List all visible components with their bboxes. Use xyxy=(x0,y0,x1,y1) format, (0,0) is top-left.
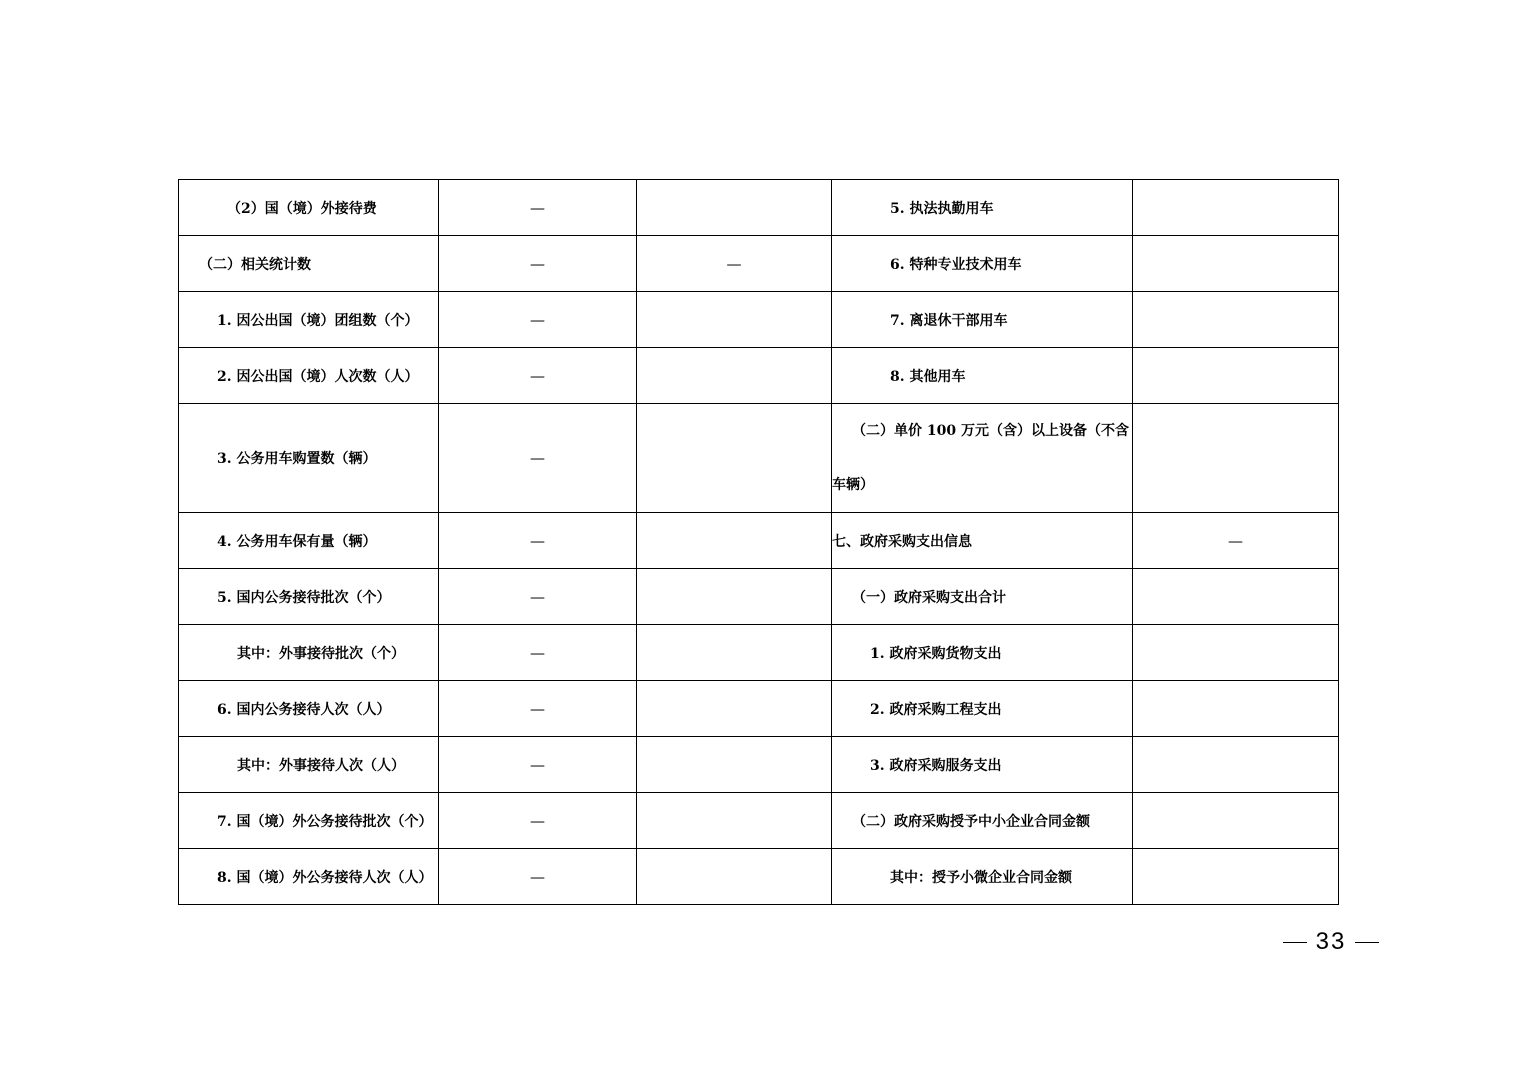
value-cell xyxy=(1133,404,1339,513)
value-cell: — xyxy=(439,180,637,236)
value-cell xyxy=(1133,793,1339,849)
row-label: 其中：授予小微企业合同金额 xyxy=(832,849,1133,905)
row-label: 4. 公务用车保有量（辆） xyxy=(179,513,439,569)
value-cell: — xyxy=(637,236,832,292)
row-label: 2. 因公出国（境）人次数（人） xyxy=(179,348,439,404)
value-cell: — xyxy=(439,737,637,793)
table-row xyxy=(179,180,1339,236)
value-cell xyxy=(637,625,832,681)
row-label: 2. 政府采购工程支出 xyxy=(832,681,1133,737)
value-cell xyxy=(1133,292,1339,348)
table-row xyxy=(179,569,1339,625)
right-rule xyxy=(1355,942,1379,943)
value-cell: — xyxy=(439,292,637,348)
value-cell: — xyxy=(439,513,637,569)
statistics-table xyxy=(178,179,1339,905)
table-row xyxy=(179,348,1339,404)
row-label: 6. 特种专业技术用车 xyxy=(832,236,1133,292)
row-label: 其中：外事接待人次（人） xyxy=(179,737,439,793)
row-label: 8. 其他用车 xyxy=(832,348,1133,404)
value-cell xyxy=(1133,569,1339,625)
value-cell xyxy=(637,569,832,625)
value-cell xyxy=(1133,737,1339,793)
row-label: （二）单价 100 万元（含）以上设备（不含车辆） xyxy=(832,404,1133,513)
value-cell: — xyxy=(439,793,637,849)
value-cell xyxy=(637,681,832,737)
value-cell xyxy=(1133,236,1339,292)
row-label: 5. 国内公务接待批次（个） xyxy=(179,569,439,625)
value-cell xyxy=(637,292,832,348)
table-row xyxy=(179,737,1339,793)
value-cell xyxy=(637,404,832,513)
page-number-text: 33 xyxy=(1315,928,1347,955)
row-label: 5. 执法执勤用车 xyxy=(832,180,1133,236)
value-cell: — xyxy=(439,348,637,404)
row-label: 1. 政府采购货物支出 xyxy=(832,625,1133,681)
row-label: （二）政府采购授予中小企业合同金额 xyxy=(832,793,1133,849)
value-cell: — xyxy=(439,625,637,681)
table-row xyxy=(179,625,1339,681)
row-label: 1. 因公出国（境）团组数（个） xyxy=(179,292,439,348)
table-row xyxy=(179,681,1339,737)
table-row xyxy=(179,513,1339,569)
row-label: 7. 国（境）外公务接待批次（个） xyxy=(179,793,439,849)
value-cell xyxy=(637,849,832,905)
value-cell xyxy=(1133,625,1339,681)
row-label: 6. 国内公务接待人次（人） xyxy=(179,681,439,737)
value-cell: — xyxy=(439,681,637,737)
row-label: （2）国（境）外接待费 xyxy=(179,180,439,236)
value-cell xyxy=(1133,180,1339,236)
row-label: 8. 国（境）外公务接待人次（人） xyxy=(179,849,439,905)
value-cell xyxy=(637,737,832,793)
row-label: 其中：外事接待批次（个） xyxy=(179,625,439,681)
row-label: 3. 公务用车购置数（辆） xyxy=(179,404,439,513)
table-row xyxy=(179,236,1339,292)
table-row xyxy=(179,292,1339,348)
value-cell xyxy=(1133,849,1339,905)
page-number xyxy=(1283,928,1379,956)
row-label: （一）政府采购支出合计 xyxy=(832,569,1133,625)
row-label: 7. 离退休干部用车 xyxy=(832,292,1133,348)
value-cell: — xyxy=(439,236,637,292)
value-cell: — xyxy=(1133,513,1339,569)
table-row xyxy=(179,849,1339,905)
value-cell xyxy=(637,348,832,404)
value-cell: — xyxy=(439,569,637,625)
value-cell xyxy=(637,513,832,569)
value-cell xyxy=(1133,681,1339,737)
value-cell: — xyxy=(439,849,637,905)
value-cell xyxy=(637,793,832,849)
row-label: 3. 政府采购服务支出 xyxy=(832,737,1133,793)
row-label: （二）相关统计数 xyxy=(179,236,439,292)
table-row xyxy=(179,404,1339,513)
value-cell xyxy=(1133,348,1339,404)
section-heading: 七、政府采购支出信息 xyxy=(832,513,1133,569)
value-cell: — xyxy=(439,404,637,513)
left-rule xyxy=(1283,942,1307,943)
value-cell xyxy=(637,180,832,236)
table-row xyxy=(179,793,1339,849)
